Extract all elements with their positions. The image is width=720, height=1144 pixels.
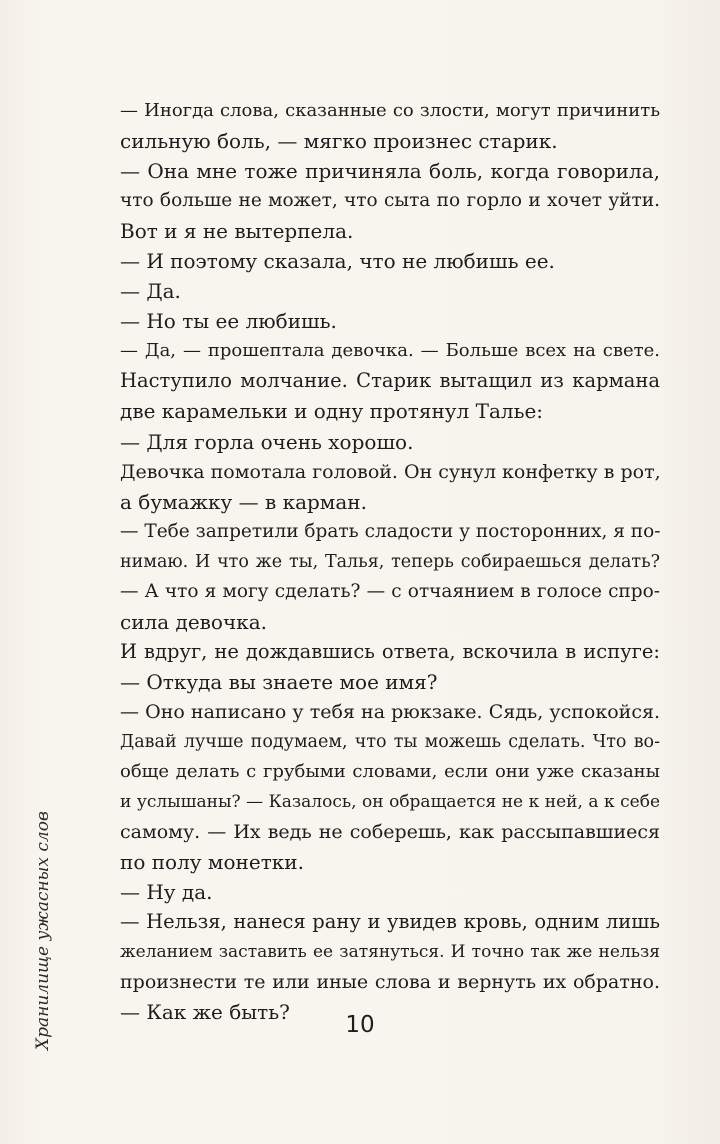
text-line: — Да. [120, 279, 181, 304]
text-line: а бумажку — в карман. [120, 489, 367, 514]
text-line: — Как же быть? [120, 1000, 290, 1025]
text-line: две карамельки и одну протянул Талье: [120, 399, 544, 424]
text-line: И вдруг, не дождавшись ответа, вскочила в испуге: [120, 639, 660, 663]
text-line: — Откуда вы знаете мое имя? [120, 669, 438, 694]
text-line: желанием заставить ее затянуться. И точно так же нельзя [120, 942, 660, 963]
text-line: Девочка помотала головой. Он сунул конфетку в рот, [120, 460, 661, 483]
text-line: самому. — Их ведь не соберешь, как рассыпавшиеся [120, 821, 660, 844]
text-line: сила девочка. [120, 609, 267, 634]
text-line: и услышаны? — Казалось, он обращается не к ней, а к себе [120, 792, 660, 813]
text-line: нимаю. И что же ты, Талья, теперь собираешься делать? [120, 551, 660, 572]
running-head: Хранилище ужасных слов [33, 811, 53, 1050]
text-line: — Ну да. [120, 880, 213, 905]
text-line: Наступило молчание. Старик вытащил из кармана [120, 369, 660, 393]
text-line: — И поэтому сказала, что не любишь ее. [120, 249, 555, 274]
text-line: Давай лучше подумаем, что ты можешь сделать. Что во- [120, 731, 660, 752]
page-number: 10 [345, 1012, 375, 1038]
text-line: обще делать с грубыми словами, если они уже сказаны [120, 761, 660, 783]
text-line: что больше не может, что сыта по горло и хочет уйти. [120, 190, 660, 212]
text-line: Вот и я не вытерпела. [120, 219, 354, 244]
text-line: — Оно написано у тебя на рюкзаке. Сядь, успокойся. [120, 700, 660, 723]
text-line: по полу монетки. [120, 850, 304, 875]
text-line: — Для горла очень хорошо. [120, 429, 414, 454]
text-line: сильную боль, — мягко произнес старик. [120, 129, 558, 154]
text-line: — Да, — прошептала девочка. — Больше всех на свете. [120, 340, 660, 362]
text-line: — Но ты ее любишь. [120, 309, 337, 334]
text-line: — Тебе запретили брать сладости у посторонних, я по- [120, 520, 661, 542]
text-line: — Она мне тоже причиняла боль, когда говорила, [120, 159, 660, 184]
text-line: — Нельзя, нанеся рану и увидев кровь, одним лишь [120, 910, 660, 934]
text-line: — А что я могу сделать? — с отчаянием в голосе спро- [120, 580, 660, 602]
page-text [120, 96, 660, 1027]
text-line: — Иногда слова, сказанные со злости, могут причинить [120, 100, 660, 121]
text-line: произнести те или иные слова и вернуть их обратно. [120, 971, 660, 994]
